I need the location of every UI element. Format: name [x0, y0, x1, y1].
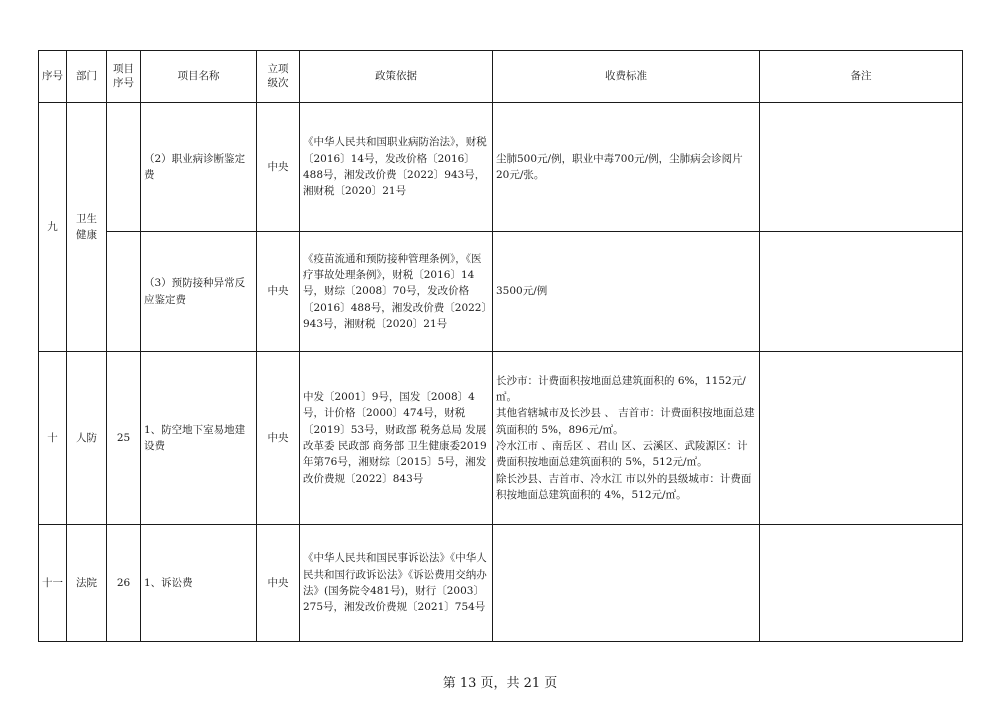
row-level: 中央	[257, 103, 300, 232]
fee-table	[38, 50, 963, 642]
row-policy: 《中华人民共和国民事诉讼法》《中华人民共和国行政诉讼法》《诉讼费用交纳办法》(国务院令481号)，财行〔2003〕275号，湘发改价费规〔2021〕754号	[300, 525, 493, 642]
row-seq: 十一	[39, 525, 67, 642]
row-level: 中央	[257, 232, 300, 352]
row-dept: 人防	[67, 352, 107, 525]
header-remark: 备注	[760, 51, 963, 103]
standard-line: 其他省辖城市及长沙县 、 吉首市：计费面积按地面总建筑面积的 5%，896元/㎡。	[496, 407, 755, 436]
standard-line: 尘肺500元/例，职业中毒700元/例，尘肺病会诊阅片20元/张。	[496, 152, 743, 181]
row-item-name: （2）职业病诊断鉴定费	[141, 103, 257, 232]
table-row	[39, 232, 963, 352]
row-remark	[760, 525, 963, 642]
row-item-name: 1、防空地下室易地建设费	[141, 352, 257, 525]
table-row	[39, 103, 963, 232]
row-item-name: （3）预防接种异常反应鉴定费	[141, 232, 257, 352]
row-item-seq	[107, 232, 141, 352]
row-remark	[760, 232, 963, 352]
header-level: 立项 级次	[257, 51, 300, 103]
row-remark	[760, 352, 963, 525]
table-row	[39, 525, 963, 642]
header-seq: 序号	[39, 51, 67, 103]
row-policy: 中发〔2001〕9号，国发〔2008〕4号，计价格〔2000〕474号，财税〔2019〕53号，财政部 税务总局 发展改革委 民政部 商务部 卫生健康委2019年第76号，湘财综〔2015〕5号，湘发改价费规〔2022〕843号	[300, 352, 493, 525]
standard-line: 长沙市：计费面积按地面总建筑面积的 6%，1152元/㎡。	[496, 374, 746, 404]
row-policy: 《疫苗流通和预防接种管理条例》，《医疗事故处理条例》，财税〔2016〕14号，财综〔2008〕70号，发改价格〔2016〕488号，湘发改价费〔2022〕943号，湘财税〔2020〕21号	[300, 232, 493, 352]
row-standard	[493, 352, 760, 525]
row-level: 中央	[257, 525, 300, 642]
row-item-seq: 26	[107, 525, 141, 642]
row-standard	[493, 103, 760, 232]
row-seq: 九	[39, 103, 67, 352]
row-seq: 十	[39, 352, 67, 525]
row-remark	[760, 103, 963, 232]
header-standard: 收费标准	[493, 51, 760, 103]
header-item-name: 项目名称	[141, 51, 257, 103]
row-standard	[493, 525, 760, 642]
row-item-seq	[107, 103, 141, 232]
standard-line: 冷水江市 、南岳区 、君山 区、云溪区、武陵源区：计费面积按地面总建筑面积的 5%，512元/㎡。	[496, 440, 748, 469]
header-row	[39, 51, 963, 103]
header-dept: 部门	[67, 51, 107, 103]
row-policy: 《中华人民共和国职业病防治法》，财税〔2016〕14号，发改价格〔2016〕488号，湘发改价费〔2022〕943号，湘财税〔2020〕21号	[300, 103, 493, 232]
row-dept: 卫生 健康	[67, 103, 107, 352]
row-item-seq: 25	[107, 352, 141, 525]
row-item-name: 1、诉讼费	[141, 525, 257, 642]
row-level: 中央	[257, 352, 300, 525]
header-item-seq: 项目 序号	[107, 51, 141, 103]
standard-line: 除长沙县、吉首市、冷水江 市以外的县级城市：计费面积按地面总建筑面积的 4%，512元/㎡。	[496, 472, 752, 501]
page-number: 第 13 页，共 21 页	[442, 676, 558, 691]
row-standard	[493, 232, 760, 352]
row-dept: 法院	[67, 525, 107, 642]
standard-line: 3500元/例	[496, 285, 548, 298]
header-policy: 政策依据	[300, 51, 493, 103]
table-row	[39, 352, 963, 525]
